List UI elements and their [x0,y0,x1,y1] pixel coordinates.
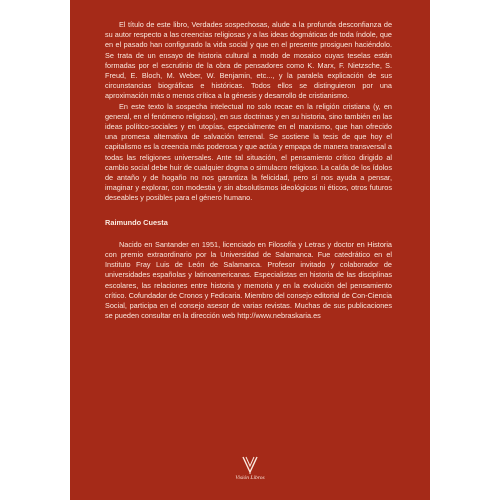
publisher-logo [218,455,282,489]
publisher-emblem-icon [239,455,261,475]
back-cover-text [105,20,392,321]
synopsis-paragraph-1: El título de este libro, Verdades sospechosas, alude a la profunda desconfianza de su autor respecto a las creencias religiosas y a las ideas dogmáticas de toda índole, que en el pasado han configurado la vida social y que en el presente prosiguen haciéndolo. Se trata de un ensayo de historia cultural a modo de mosaico cuyas teselas están formadas por el escrutinio de la obra de pensadores como K. Marx, F. Nietzsche, S. Freud, E. Bloch, M. Weber, W. Benjamin, etc..., y la paralela explicación de sus circunstancias biográficas e históricas. Todos ellos se distinguieron por una aproximación más o menos crítica a la génesis y desarrollo de cristianismo. [105,20,392,101]
publisher-name: Visión Libros [235,475,265,481]
author-name: Raimundo Cuesta [105,217,168,227]
author-biography: Nacido en Santander en 1951, licenciado en Filosofía y Letras y doctor en Historia con premio extraordinario por la Universidad de Salamanca. Fue catedrático en el Instituto Fray Luis de León de Salamanca. Profesor invitado y colaborador de universidades españolas y latinoamericanas. Especialistas en historia de las disciplinas escolares, las relaciones entre historia y memoria y en la evolución del pensamiento crítico. Cofundador de Cronos y Fedicaria. Miembro del consejo editorial de Con-Ciencia Social, participa en el consejo asesor de varias revistas. Muchas de sus publicaciones se pueden consultar en la dirección web http://www.nebraskaria.es [105,239,392,321]
synopsis-paragraph-2: En este texto la sospecha intelectual no solo recae en la religión cristiana (y, en general, en el fenómeno religioso), en sus doctrinas y en su historia, sino también en las ideas político-sociales y en utopías, especialmente en el marxismo, que han ofrecido una promesa alternativa de salvación terrenal. Se sostiene la tesis de que hoy el capitalismo es la creencia más poderosa y que actúa y empapa de manera transversal a todas las religiones universales. Ante tal situación, el pensamiento crítico dirigido al cambio social debe huir de cualquier dogma o simulacro religioso. La caída de los ídolos de antaño y de hogaño no nos garantiza la felicidad, pero sí nos ayuda a pensar, imaginar y explorar, con modestia y sin absolutismos ideológicos ni éticos, otros futuros deseables y posibles para el género humano. [105,101,392,203]
